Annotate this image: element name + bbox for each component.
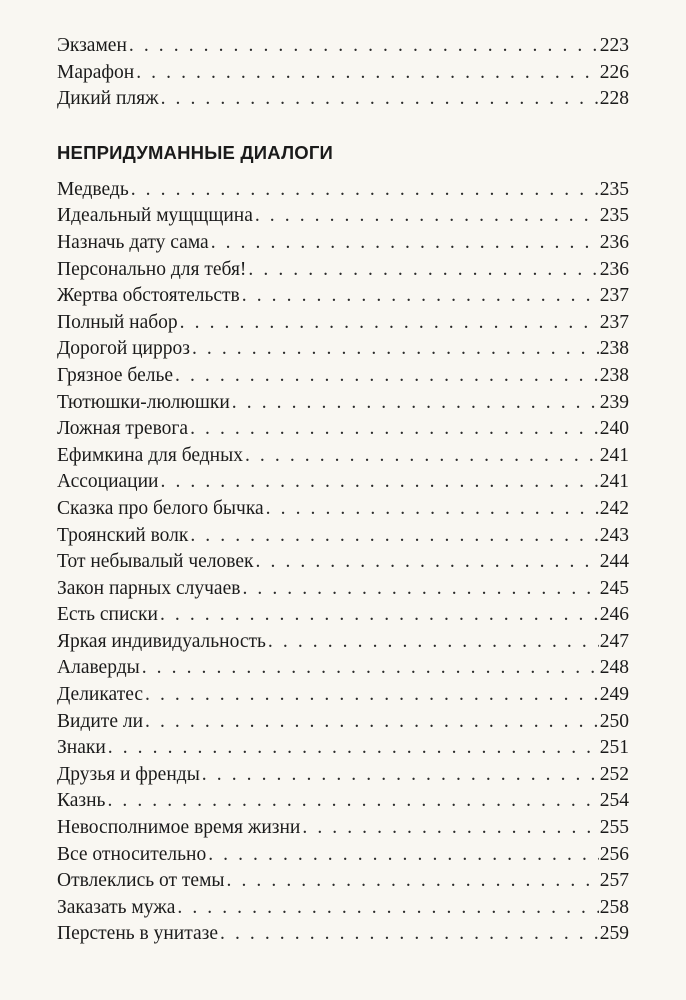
entry-page-number: 239 [599,391,629,413]
toc-entry [57,177,629,204]
entry-title: Все относительно [57,843,207,865]
toc-entry [57,203,629,230]
dot-leader [256,549,599,576]
toc-entry [57,576,629,603]
entry-page-number: 240 [599,418,629,440]
dot-leader [190,523,598,550]
entry-title: Тот небывалый человек [57,551,254,573]
dot-leader [211,230,599,257]
entry-title: Назначь дату сама [57,231,209,253]
entry-title: Жертва обстоятельств [57,285,240,307]
entry-page-number: 249 [599,684,629,706]
toc-entry [57,868,629,895]
entry-title: Закон парных случаев [57,577,241,599]
entry-page-number: 248 [599,657,629,679]
entry-title: Перстень в унитазе [57,923,218,945]
entry-page-number: 250 [599,710,629,732]
entry-title: Видите ли [57,710,144,732]
entry-title: Отвлеклись от темы [57,870,225,892]
entry-title: Казнь [57,790,106,812]
toc-entry [57,230,629,257]
entry-page-number: 257 [599,870,629,892]
dot-leader [136,60,599,87]
entry-title: Есть списки [57,604,158,626]
toc-entry [57,390,629,417]
dot-leader [245,443,599,470]
dot-leader [232,390,599,417]
entry-page-number: 243 [599,524,629,546]
dot-leader [266,496,599,523]
toc-entry [57,629,629,656]
entry-page-number: 237 [599,285,629,307]
entry-page-number: 242 [599,497,629,519]
toc-entry [57,257,629,284]
entry-title: Марафон [57,61,135,83]
toc-entry [57,709,629,736]
toc-entry [57,496,629,523]
entry-title: Грязное белье [57,364,174,386]
dot-leader [248,257,598,284]
dot-leader [107,788,598,815]
toc-entry [57,921,629,948]
toc-entry [57,443,629,470]
entry-page-number: 254 [599,790,629,812]
toc-entry [57,549,629,576]
dot-leader [142,655,599,682]
entry-title: Ефимкина для бедных [57,444,243,466]
section-heading: НЕПРИДУМАННЫЕ ДИАЛОГИ [57,141,334,163]
dot-leader [145,682,599,709]
toc-top-list [57,33,629,113]
entry-page-number: 238 [599,338,629,360]
dot-leader [192,336,599,363]
toc-entry [57,762,629,789]
entry-title: Тютюшки-люлюшки [57,391,230,413]
entry-title: Персонально для тебя! [57,258,247,280]
dot-leader [255,203,599,230]
entry-page-number: 228 [599,88,629,110]
dot-leader [175,363,599,390]
entry-title: Дикий пляж [57,88,159,110]
toc-entry [57,60,629,87]
entry-title: Медведь [57,178,129,200]
dot-leader [268,629,599,656]
entry-title: Деликатес [57,684,144,706]
toc-entry [57,655,629,682]
toc-entry [57,895,629,922]
toc-entry [57,86,629,113]
entry-page-number: 259 [599,923,629,945]
entry-title: Друзья и френды [57,763,200,785]
entry-page-number: 256 [599,843,629,865]
entry-page-number: 241 [599,471,629,493]
toc-entry [57,523,629,550]
toc-entry [57,416,629,443]
dot-leader [161,469,599,496]
dot-leader [227,868,599,895]
entry-page-number: 235 [599,178,629,200]
toc-section-list [57,177,629,948]
toc-entry [57,310,629,337]
entry-page-number: 236 [599,258,629,280]
toc-entry [57,336,629,363]
entry-page-number: 236 [599,231,629,253]
entry-title: Сказка про белого бычка [57,497,264,519]
toc-entry [57,363,629,390]
toc-entry [57,815,629,842]
entry-page-number: 235 [599,205,629,227]
entry-page-number: 247 [599,630,629,652]
toc-entry [57,602,629,629]
dot-leader [220,921,599,948]
entry-title: Яркая индивидуальность [57,630,266,652]
entry-title: Дорогой цирроз [57,338,190,360]
toc-entry [57,842,629,869]
entry-title: Ассоциации [57,471,159,493]
dot-leader [180,310,599,337]
dot-leader [129,33,599,60]
dot-leader [242,576,598,603]
entry-title: Троянский волк [57,524,189,546]
dot-leader [177,895,598,922]
toc-entry [57,735,629,762]
entry-title: Алаверды [57,657,140,679]
dot-leader [160,602,599,629]
entry-title: Заказать мужа [57,896,176,918]
entry-page-number: 245 [599,577,629,599]
entry-page-number: 226 [599,61,629,83]
dot-leader [108,735,599,762]
entry-title: Экзамен [57,35,127,56]
dot-leader [242,283,599,310]
entry-page-number: 251 [599,737,629,759]
toc-entry [57,33,629,60]
dot-leader [145,709,599,736]
dot-leader [302,815,598,842]
entry-page-number: 238 [599,364,629,386]
entry-page-number: 223 [599,35,629,56]
dot-leader [208,842,599,869]
toc-entry [57,283,629,310]
toc-entry [57,682,629,709]
entry-page-number: 252 [599,763,629,785]
entry-page-number: 246 [599,604,629,626]
dot-leader [190,416,599,443]
toc-entry [57,788,629,815]
entry-title: Полный набор [57,311,178,333]
entry-title: Ложная тревога [57,418,189,440]
dot-leader [161,86,599,113]
dot-leader [202,762,599,789]
entry-page-number: 244 [599,551,629,573]
entry-page-number: 255 [599,817,629,839]
toc-entry [57,469,629,496]
entry-page-number: 241 [599,444,629,466]
entry-page-number: 258 [599,896,629,918]
entry-title: Идеальный мущщщина [57,205,253,227]
entry-title: Знаки [57,737,106,759]
entry-page-number: 237 [599,311,629,333]
entry-title: Невосполнимое время жизни [57,817,301,839]
dot-leader [131,177,599,204]
